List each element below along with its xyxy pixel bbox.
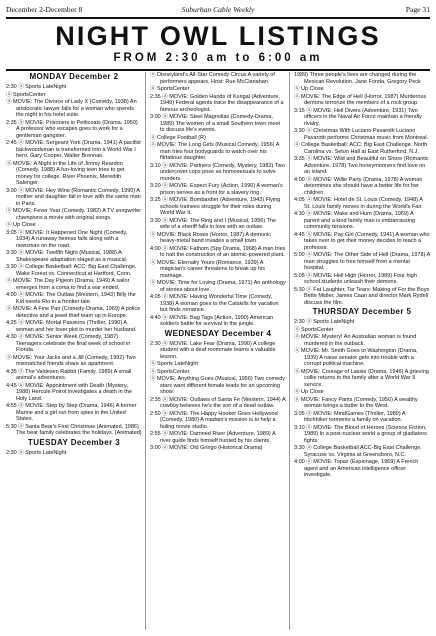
listing-entry: 2:45 ⓐ MOVIE: Sergeant York (Drama, 1941) A pacifist backwoodsman is transformed into a World War I hero. Gary Cooper, Walter Brennan. (6, 140, 141, 159)
listing-entry: ⓐ MOVIE: Fever Year (Comedy, 1982) A TV songwriter champions a movie with original songs. (6, 208, 141, 221)
page-number: Page 31 (405, 5, 430, 14)
listing-entry: 2:30 ⓐ Sports LateNight (6, 449, 67, 456)
day-heading: WEDNESDAY December 4 (164, 328, 272, 338)
day-heading: TUESDAY December 3 (27, 437, 121, 447)
listing-entry: ⓐ Up Close (294, 389, 324, 395)
listing-entry: ⓐ MOVIE: A Night in the Life of Jimmy Reardon (Comedy, 1988) A fun-loving teen tries to get money for college. River Phoenix, Meredith Salenger. (6, 160, 125, 186)
listing-entry: ⓐ Disneyland's All-Star Comedy Circus A variety of performers appears. Host: Rue McClanahan (150, 72, 275, 85)
publication-name: Suburban Cable Weekly (181, 5, 255, 14)
listing-entry: 2:30 ⓐ Sports LateNight (6, 84, 67, 90)
listing-entry: 3:30 ⓐ College Basketball: ACC: Big East Challenge. Wake Forest vs. Connecticut at Hartford, Conn. (6, 264, 137, 277)
listing-entry: ⓐ College Basketball: ACC: Big East Challenge. North Carolina vs. Seton Hall at East Rutherford, N.J. (294, 142, 428, 155)
listing-entry: 5:30 ⓐ Santa Bear's First Christmas (Animated, 1986) The bear family celebrates the holidays. (Animated) (6, 423, 142, 436)
listings-column-left (6, 72, 142, 632)
listing-entry: 2:30 ⓐ MOVIE: Lake Fear (Drama, 1990) A college student with a deaf roommate learns a valuable lesson. (150, 340, 276, 360)
listing-entry: ⓐ MOVIE: Fancy Pants (Comedy, 1950) A wealthy woman brings a butler to the West. (294, 396, 418, 409)
listing-entry: 3:20 ⓐ MOVIE: Expect Fury (Action, 1990) A woman's prison serves as a front for a slavery ring. (150, 183, 283, 196)
listing-entry: 2:35 ⓐ MOVIE: Prisoners in Petticoats (Drama, 1950) A professor who escapes goes to work for a gentleman gangster. (6, 119, 138, 139)
listing-entry: 4:00 ⓐ MOVIE: The Outlaw (Western, 1943) Billy the Kid meets Rio in a frontier tale. (6, 292, 136, 305)
listing-entry: 3:05 ⓐ MOVIE: MindGames (Thriller, 1989) A hitchhiker torments a family on vacation. (294, 410, 406, 423)
time-range-subtitle: FROM 2:30 am to 6:00 am (113, 52, 323, 64)
running-header (6, 5, 430, 17)
listing-entry: 5:05 ⓐ MOVIE: Hell High (Horror, 1989) Four high school students unleash their demons. (294, 272, 417, 285)
listing-entry: 2:35 ⓐ MOVIE: Outlaws of Santa Fe (Western, 1944) A cowboy believes he's the son of a dead outlaw. (150, 396, 286, 409)
listing-entry: 4:45 ⓐ MOVIE: Pay Girl (Comedy, 1941) A woman who takes over to get their money decides to teach a professor. (294, 231, 430, 251)
listing-entry: 5:00 ⓐ MOVIE: The Other Side of Hell (Drama, 1978) A man struggles to free himself from a mental hospital. (294, 252, 430, 271)
listing-entry: ⓐ SportsCenter (150, 368, 190, 375)
listing-entry: 4:00 ⓐ MOVIE: Willie Party (Drama, 1978) A woman determines she should have a better life for her children. (294, 176, 423, 196)
listing-entry: 3:00 ⓐ MOVIE: Hey Wine (Romantic Comedy, 1990) A mother and daughter fall in love with the same man in Paris. (6, 187, 141, 207)
listing-entry: 4:05 ⓐ MOVIE: Hotel de St. Louis (Comedy, 1948) A St. Louis family moves in during the World's Fair. (294, 197, 423, 210)
listing-entry: 3:00 ⓐ MOVIE: Old Gringo (Historical Drama) (150, 445, 263, 451)
listing-entry: 4:40 ⓐ MOVIE: Bag Tags (Action, 1990) American soldiers battle for survival in the jungle. (150, 314, 274, 327)
listing-entry: ⓐ MOVIE: Your Jacks and a Jill (Comedy, 1992) Two mismatched friends share an apartment. (6, 354, 136, 367)
day-heading: THURSDAY December 5 (312, 307, 412, 316)
listing-entry: 3:00 ⓐ MOVIE: Steel Magnolias (Comedy-Drama, 1989) The women of a small Southern town meet to discuss life's events. (150, 114, 281, 133)
listing-entry: ⓐ MOVIE: Courage of Lassie (Drama, 1946) A grieving collie returns to the family after a World War II service. (294, 368, 429, 388)
listing-entry: ⓐ MOVIE: Anything Goes (Musical, 1956) Two comedy stars want different female leads for an upcoming show. (150, 376, 286, 395)
listing-entry: 2:50 ⓐ MOVIE: The Happy Hooker Goes Hollywood (Comedy, 1980) A madam's mission is to help a failing movie studio. (150, 410, 278, 430)
listing-entry: 4:25 ⓐ MOVIE: Mortal Passions (Thriller, 1990) A woman and her lover plot to murder her husband. (6, 320, 137, 333)
listing-entry: ⓐ SportsCenter (150, 86, 190, 92)
listing-entry: 4:05 ⓐ MOVIE: Having Wonderful Time (Comedy, 1938) A woman goes to the Catskills for vacation but finds romance. (150, 294, 279, 313)
listing-entry: 3:30 ⓐ Christmas With Luciano Pavarotti Luciano Pavarotti performs Christmas music from Montreal. (294, 128, 429, 141)
listing-entry: 3:25 ⓐ MOVIE: Bombardier (Adventure, 1943) Flying schools trainees struggle for their roles during World War II. (150, 197, 281, 216)
listing-entry: ⓐ Sports LateNight (150, 361, 198, 367)
listing-entry: 2:30 ⓐ Sports LateNight (294, 319, 355, 325)
listing-entry: 3:10 ⓐ MOVIE: The Blood of Heroes (Science Fiction, 1989) In a post-nuclear world a group of gladiators fights. (294, 424, 427, 444)
listing-entry: 5:30 ⓐ Fat Laughter, Tar Tears: Making of For the Boys Bette Midler, James Caan and director Mark Rydell discuss the film. (294, 286, 430, 306)
listing-entry: ⓐ MOVIE: The Day Pigeon (Drama, 1949) A sailor emerges from a coma to find a war ended. (6, 278, 130, 291)
listing-entry: ⓐ MOVIE: The Long Girls (Musical Comedy, 1956) A man tries four bodyguards to watch over his flirtatious daughter. (150, 142, 280, 161)
listing-entry: 2:55 ⓐ MOVIE: Damned River (Adventure, 1989) A river guide finds himself hunted by his clients. (150, 431, 276, 444)
listing-entry: 4:35 ⓐ The Valdesen Rabbit (Family, 1989) A small animal's adventures. (6, 368, 132, 381)
listing-entry: 4:30 ⓐ MOVIE: Wake and Hum (Drama, 1969) A parent and a kind family man is embarrassing community tensions. (294, 211, 415, 230)
column-divider (145, 72, 146, 630)
listing-entry: ⓐ SportsCenter (6, 91, 46, 98)
listing-entry: 3:35 ⓐ MOVIE: Wild and Beautiful on Shore (Romantic Adventure, 1978) Two honeymooners find love on an island. (294, 156, 429, 175)
listing-entry: ⓐ MOVIE: Time for Loving (Drama, 1971) An anthology of stories about love. (150, 280, 286, 293)
listing-entry: ⓐ SportsCenter (294, 326, 334, 333)
issue-dates: December 2-December 8 (6, 5, 83, 14)
listing-entry: 3:30 ⓐ MOVIE: Twelfth Night (Musical, 1988) A Shakespeare adaptation staged as a musical. (6, 250, 128, 263)
listing-entry: ⓐ Up Close (6, 222, 36, 228)
listing-entry: ⓐ MOVIE: Black Roses (Horror, 1987) A demonic heavy-metal band invades a small town. (150, 231, 272, 244)
listing-entry: 4:45 ⓐ MOVIE: Appointment with Death (Mystery, 1988) Hercule Poirot investigates a death in the Holy Land. (6, 382, 132, 402)
masthead (6, 17, 430, 71)
listing-entry: ⓐ Up Close (294, 86, 324, 92)
listings-column-middle (150, 72, 286, 632)
listings-column-right (294, 72, 430, 632)
listing-entry: 2:35 ⓐ MOVIE: Golden Hands of Kurigal (Adventure, 1949) Federal agents trace the disappearance of a famous archeologist. (150, 93, 284, 113)
listing-entry: ⓐ MOVIE: The Edge of Hell (Horror, 1987) Murderous demons terrorize the members of a rock group. (294, 93, 427, 106)
listing-entry: ⓐ College Football (R) (150, 134, 206, 141)
listing-entry: 4:00 ⓐ MOVIE: Fathom (Spy Drama, 1968) A man tries to halt the construction of an atomic-powered plant. (150, 245, 286, 258)
listing-entry: 4:30 ⓐ MOVIE: Senior Week (Comedy, 1987) Teenagers celebrate the final week of school in Florida. (6, 334, 131, 353)
listing-entry: ⓐ MOVIE: A Fine Pair (Comedy-Drama, 1969) A police detective and a jewel thief team up in Europe. (6, 306, 141, 319)
listing-entry: 3:10 ⓐ MOVIE: Partners (Comedy, Mystery, 1982) Two undercover cops pose as homosexuals to solve murders. (150, 162, 285, 182)
listing-entry: 4:55 ⓐ MOVIE: Step by Step (Drama, 1946) A former Marine and a girl run from spies in the United States. (6, 403, 137, 422)
listing-entry: ⓐ MOVIE: Eternally Yours (Romance, 1939) A magician's career threatens to break up his marriage. (150, 259, 265, 279)
listing-entry: ⓐ MOVIE: Mystery! An Australian woman is found murdered in the outback. (294, 334, 417, 347)
day-heading: MONDAY December 2 (29, 72, 119, 81)
listing-entry: 3:05 ⓐ MOVIE: It Happened One Night (Comedy, 1934) A runaway heiress falls along with a newsman on the road. (6, 229, 128, 249)
listing-entry: 1989) Three people's lives are changed during the Mexican Revolution. Jane Fonda, Gregory Peck (294, 72, 421, 85)
listing-entry: 3:30 ⓐ College Basketball ACC-Big East Challenge. Syracuse vs. Virginia at Greensboro, N.C. (294, 445, 422, 458)
page-title: NIGHT OWL LISTINGS (55, 21, 381, 51)
listing-entry: ⓐ MOVIE: The Divorce of Lady X (Comedy, 1938) An aristocratic lawyer falls for a woman who spends the night in his hotel suite. (6, 99, 137, 118)
listing-entry: 3:30 ⓐ MOVIE: The Ring and I (Musical, 1956) The wife of a sheriff falls in love with an outlaw. (150, 217, 277, 230)
listing-entry: 4:00 ⓐ MOVIE: Topaz (Espionage, 1969) A French agent and an American intelligence officer investigate. (294, 459, 419, 478)
column-divider (289, 72, 290, 630)
listing-entry: ⓐ MOVIE: Mr. Smith Goes to Washington (Drama, 1939) A naive senator gets into trouble with a corrupt political machine. (294, 348, 418, 367)
listing-entry: 3:15 ⓐ MOVIE: Hell Divers (Adventure, 1931) Two officers in the Naval Air Force maintain a friendly rivalry. (294, 107, 422, 127)
